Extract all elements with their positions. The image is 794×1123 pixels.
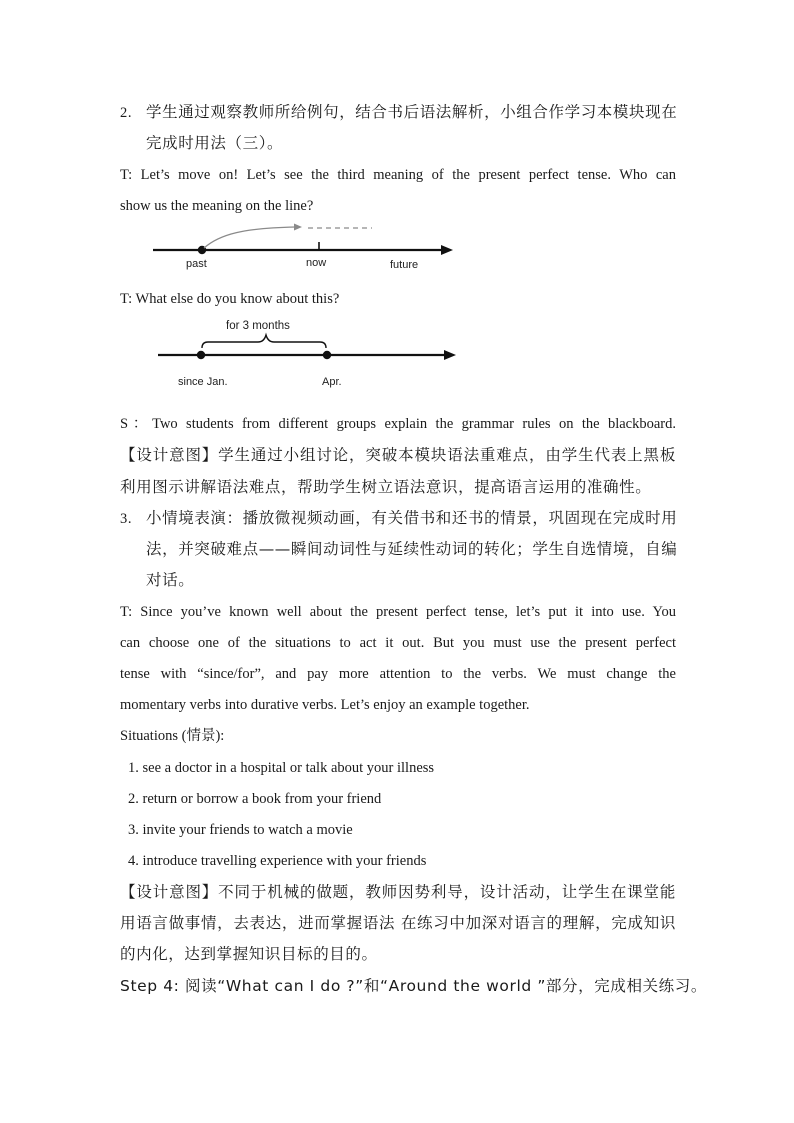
situation-item: 4. introduce travelling experience with your friends	[128, 853, 427, 869]
situation-item: 2. return or borrow a book from your friend	[128, 791, 382, 807]
timeline-diagram-2	[150, 312, 470, 392]
timeline-2-since-label: since Jan.	[178, 376, 228, 388]
teacher-line-3d: momentary verbs into durative verbs. Let’s enjoy an example together.	[120, 697, 530, 713]
timeline-diagram-1	[140, 218, 470, 276]
intent-2-line-3: 的内化，达到掌握知识目标的目的。	[120, 945, 378, 963]
timeline-1-now-label: now	[306, 257, 327, 269]
teacher-line-1a: T: Let’s move on! Let’s see the third meaning of the present perfect tense. Who can	[120, 167, 676, 183]
section-3-line-3: 对话。	[146, 571, 195, 589]
situation-item: 3. invite your friends to watch a movie	[128, 822, 353, 838]
section-2-line-1	[120, 101, 676, 124]
section-3-line-1	[120, 507, 676, 530]
timeline-2-start-dot	[197, 351, 205, 359]
section-3-text-1: 小情境表演：播放微视频动画，有关借书和还书的情景，巩固现在完成时用	[146, 509, 678, 527]
students-line: S：Two students from different groups explain the grammar rules on the blackboard.	[120, 416, 676, 432]
timeline-2-duration-label: for 3 months	[226, 320, 290, 332]
teacher-line-3b: can choose one of the situations to act it out. But you must use the present perfect	[120, 635, 676, 651]
timeline-1-future-label: future	[390, 259, 419, 271]
intent-2-line-2: 用语言做事情，去表达，进而掌握语法 在练习中加深对语言的理解，完成知识	[120, 914, 676, 932]
teacher-line-3a: T: Since you’ve known well about the present perfect tense, let’s put it into use. You	[120, 604, 676, 620]
step-4-line: Step 4: 阅读“What can I do ?”和“Around the world ”部分，完成相关练习。	[120, 977, 707, 995]
situations-heading: Situations (情景):	[120, 728, 225, 744]
intent-1-line-1: 【设计意图】学生通过小组讨论，突破本模块语法重难点，由学生代表上黑板	[120, 446, 676, 464]
timeline-1-past-label: past	[186, 258, 207, 270]
timeline-2-end-label: Apr.	[322, 376, 342, 388]
timeline-1-curve-arrowhead	[294, 224, 302, 231]
teacher-line-2: T: What else do you know about this?	[120, 291, 340, 307]
timeline-1-arrowhead	[441, 245, 453, 255]
timeline-2-arrowhead	[444, 350, 456, 360]
teacher-line-3c: tense with “since/for”, and pay more attention to the verbs. We must change the	[120, 666, 676, 682]
intent-1-line-2: 利用图示讲解语法难点，帮助学生树立语法意识，提高语言运用的准确性。	[120, 478, 652, 496]
timeline-2-brace	[202, 335, 326, 348]
situation-item: 1. see a doctor in a hospital or talk about your illness	[128, 760, 435, 776]
section-3-line-2: 法，并突破难点——瞬间动词性与延续性动词的转化；学生自选情境，自编	[146, 540, 678, 558]
timeline-2-end-dot	[323, 351, 331, 359]
section-2-text-1: 学生通过观察教师所给例句，结合书后语法解析，小组合作学习本模块现在	[146, 103, 678, 121]
timeline-1-curve-arrow	[204, 227, 296, 248]
teacher-line-1b: show us the meaning on the line?	[120, 198, 314, 214]
section-2-line-2: 完成时用法（三）。	[146, 134, 284, 152]
section-3-number: 3.	[120, 511, 133, 527]
intent-2-line-1: 【设计意图】不同于机械的做题，教师因势利导，设计活动，让学生在课堂能	[120, 883, 676, 901]
section-2-number: 2.	[120, 105, 133, 121]
